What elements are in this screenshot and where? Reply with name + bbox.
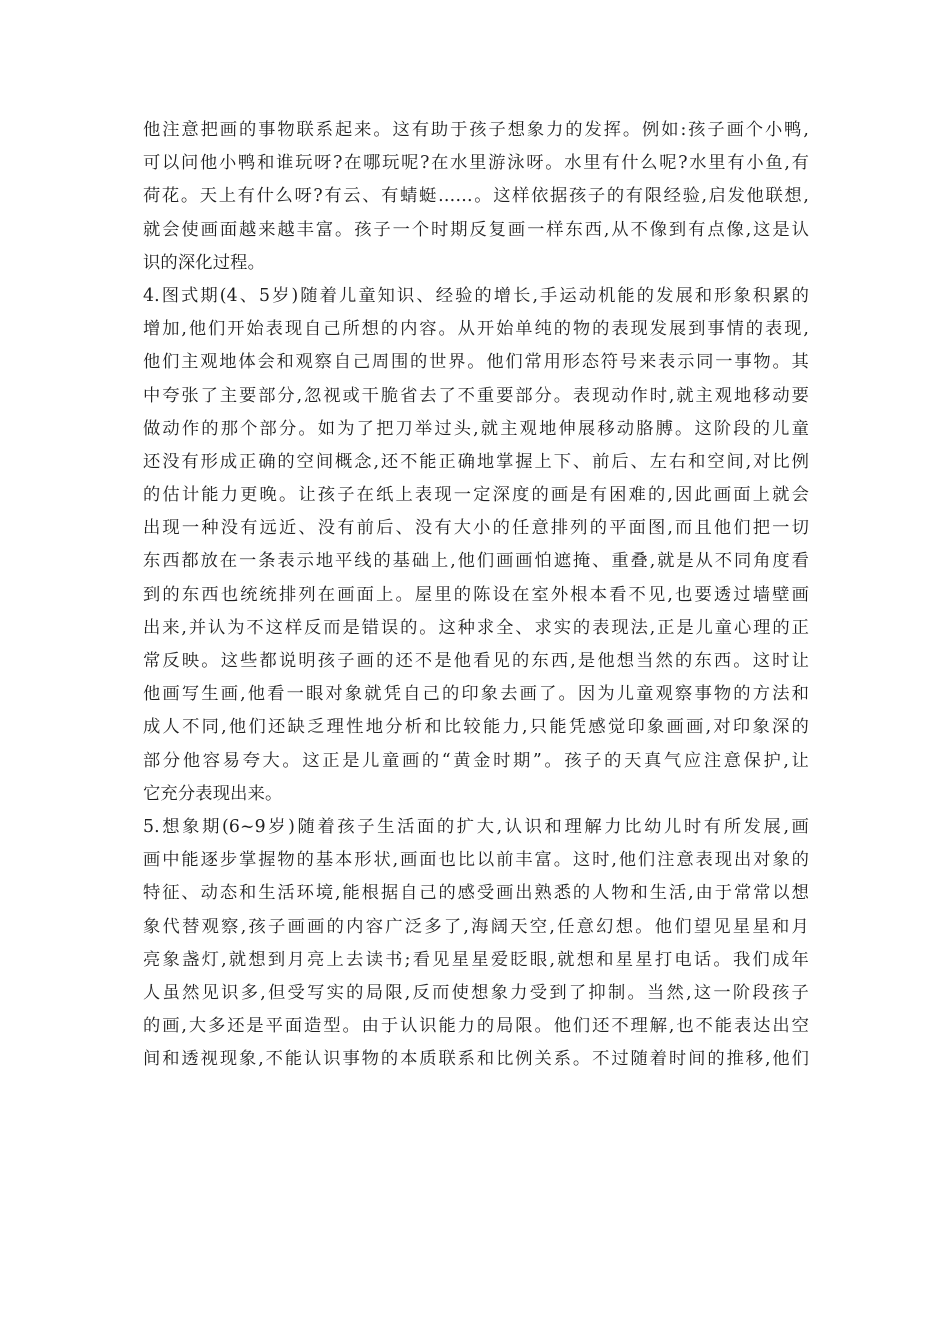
text-line: 间和透视现象,不能认识事物的本质联系和比例关系。不过随着时间的推移,他们 xyxy=(143,1049,809,1070)
body-text xyxy=(143,114,809,1076)
text-line: 部分他容易夸大。这正是儿童画的“黄金时期”。孩子的天真气应注意保护,让 xyxy=(143,750,809,771)
text-line: 他画写生画,他看一眼对象就凭自己的印象去画了。因为儿童观察事物的方法和 xyxy=(143,684,809,705)
text-line: 出现一种没有远近、没有前后、没有大小的任意排列的平面图,而且他们把一切 xyxy=(143,518,809,539)
text-line: 4.图式期(4、5岁)随着儿童知识、经验的增长,手运动机能的发展和形象积累的 xyxy=(143,285,809,306)
text-line: 东西都放在一条表示地平线的基础上,他们画画怕遮掩、重叠,就是从不同角度看 xyxy=(143,551,809,572)
text-line: 还没有形成正确的空间概念,还不能正确地掌握上下、前后、左右和空间,对比例 xyxy=(143,451,809,472)
text-line: 画中能逐步掌握物的基本形状,画面也比以前丰富。这时,他们注意表现出对象的 xyxy=(143,850,809,871)
text-line: 他们主观地体会和观察自己周围的世界。他们常用形态符号来表示同一事物。其 xyxy=(143,352,809,373)
text-line: 中夸张了主要部分,忽视或干脆省去了不重要部分。表现动作时,就主观地移动要 xyxy=(143,385,809,406)
text-line: 特征、动态和生活环境,能根据自己的感受画出熟悉的人物和生活,由于常常以想 xyxy=(143,883,809,904)
text-line: 增加,他们开始表现自己所想的内容。从开始单纯的物的表现发展到事情的表现, xyxy=(143,319,809,340)
text-line: 识的深化过程。 xyxy=(143,252,266,273)
text-line: 成人不同,他们还缺乏理性地分析和比较能力,只能凭感觉印象画画,对印象深的 xyxy=(143,717,809,738)
text-line: 5.想象期(6~9岁)随着孩子生活面的扩大,认识和理解力比幼儿时有所发展,画 xyxy=(143,816,809,837)
text-line: 象代替观察,孩子画画的内容广泛多了,海阔天空,任意幻想。他们望见星星和月 xyxy=(143,916,809,937)
text-line: 荷花。天上有什么呀?有云、有蜻蜓……。这样依据孩子的有限经验,启发他联想, xyxy=(143,186,809,207)
text-line: 就会使画面越来越丰富。孩子一个时期反复画一样东西,从不像到有点像,这是认 xyxy=(143,219,809,240)
text-line: 他注意把画的事物联系起来。这有助于孩子想象力的发挥。例如:孩子画个小鸭, xyxy=(143,120,809,140)
text-line: 它充分表现出来。 xyxy=(143,783,283,804)
text-line: 亮象盏灯,就想到月亮上去读书;看见星星爱眨眼,就想和星星打电话。我们成年 xyxy=(143,949,809,970)
text-line: 到的东西也统统排列在画面上。屋里的陈设在室外根本看不见,也要透过墙壁画 xyxy=(143,584,809,605)
text-line: 的画,大多还是平面造型。由于认识能力的局限。他们还不理解,也不能表达出空 xyxy=(143,1016,809,1037)
text-line: 人虽然见识多,但受写实的局限,反而使想象力受到了抑制。当然,这一阶段孩子 xyxy=(143,982,809,1003)
text-line: 出来,并认为不这样反而是错误的。这种求全、求实的表现法,正是儿童心理的正 xyxy=(143,617,809,638)
text-line: 常反映。这些都说明孩子画的还不是他看见的东西,是他想当然的东西。这时让 xyxy=(143,651,809,671)
text-line: 做动作的那个部分。如为了把刀举过头,就主观地伸展移动胳膊。这阶段的儿童 xyxy=(143,418,809,439)
text-line: 的估计能力更晚。让孩子在纸上表现一定深度的画是有困难的,因此画面上就会 xyxy=(143,485,809,506)
text-line: 可以问他小鸭和谁玩呀?在哪玩呢?在水里游泳呀。水里有什么呢?水里有小鱼,有 xyxy=(143,153,809,174)
